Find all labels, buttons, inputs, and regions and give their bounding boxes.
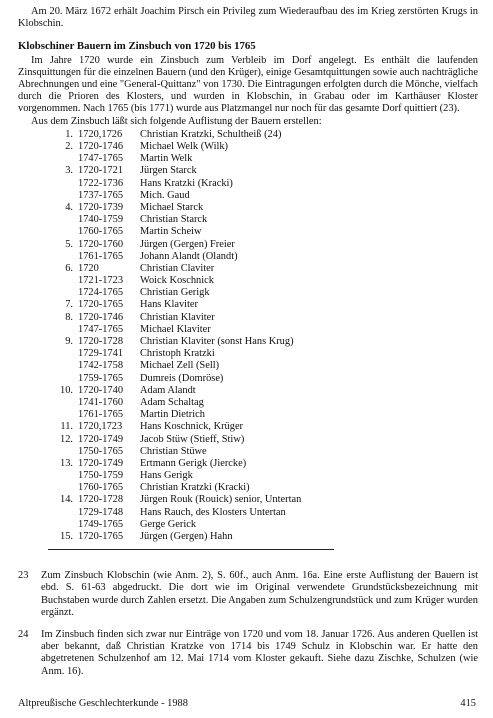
- farmer-years: 1760-1765: [78, 482, 124, 494]
- farmer-row: [54, 226, 478, 238]
- farmer-row: [54, 348, 478, 360]
- farmer-name: Ertmann Gerigk (Jiercke): [140, 457, 247, 469]
- farmer-name: Martin Dietrich: [140, 409, 205, 421]
- farmer-number: 1.: [65, 128, 73, 140]
- farmer-years: 1720-1728: [78, 336, 124, 348]
- farmer-row: [54, 178, 478, 190]
- farmer-row: [54, 373, 478, 385]
- farmer-years: 1747-1765: [78, 323, 124, 335]
- farmer-number: [54, 214, 78, 226]
- farmer-number: [54, 360, 78, 372]
- farmer-years: 1722-1736: [78, 177, 124, 189]
- farmer-row: [54, 519, 478, 531]
- farmer-number: 15.: [60, 531, 73, 543]
- farmer-years: 1720-1749: [78, 457, 124, 469]
- farmer-years: 1720-1765: [78, 531, 124, 543]
- farmer-name: Dumreis (Domröse): [140, 372, 224, 384]
- farmer-name: Jürgen (Gergen) Freier: [140, 238, 235, 250]
- farmer-name: Hans Rauch, des Klosters Untertan: [140, 506, 286, 518]
- footnote-number: 23: [18, 570, 29, 582]
- farmer-name: Hans Koschnick, Krüger: [140, 421, 244, 433]
- farmer-name: Christian Klaviter: [140, 311, 215, 323]
- farmer-number: [54, 178, 78, 190]
- farmer-years: 1720,1723: [78, 421, 123, 433]
- farmer-name: Mich. Gaud: [140, 189, 190, 201]
- farmer-row: [54, 482, 478, 494]
- farmer-number: 7.: [65, 299, 73, 311]
- body-paragraph: Im Jahre 1720 wurde ein Zinsbuch zum Verbleib im Dorf angelegt. Es enthält die laufenden Zinsquittungen für die einzelnen Bauern (und den Krüger), einige Gesamtquittungen sowie auch nachträgliche Abrechnungen und eine "General-Quittanz" von 1730. Die Eintragungen erfolgten durch die Mönche, vielfach durch die Prioren des Klosters, und wurden in Klobschin, in Grabau oder im Karthäuser Kloster vorgenommen. Nach 1765 (bis 1771) wurde aus Platzmangel nur noch für das gesamte Dorf quittiert (23).: [18, 54, 478, 115]
- farmer-name: Adam Schaltag: [140, 396, 204, 408]
- farmer-name: Martin Welk: [140, 153, 193, 165]
- footnote-number: 24: [18, 629, 29, 641]
- farmer-row: [54, 214, 478, 226]
- farmer-years: 1720-1765: [78, 299, 124, 311]
- farmer-years: 1720-1739: [78, 201, 124, 213]
- farmer-number: [54, 190, 78, 202]
- farmer-row: [54, 494, 478, 506]
- farmer-name: Jürgen Starck: [140, 165, 197, 177]
- farmer-row: [54, 409, 478, 421]
- footnotes: [18, 570, 478, 678]
- farmer-row: [54, 153, 478, 165]
- farmer-years: 1720-1760: [78, 238, 124, 250]
- farmer-years: 1759-1765: [78, 372, 124, 384]
- farmer-list: [54, 129, 478, 543]
- farmer-number: [54, 287, 78, 299]
- farmer-years: 1720-1728: [78, 494, 124, 506]
- farmer-name: Christian Stüwe: [140, 445, 207, 457]
- farmer-number: [54, 251, 78, 263]
- farmer-years: 1720: [78, 262, 99, 274]
- farmer-number: 12.: [60, 433, 73, 445]
- farmer-years: 1720-1746: [78, 311, 124, 323]
- farmer-number: [54, 275, 78, 287]
- farmer-row: [54, 324, 478, 336]
- farmer-number: 9.: [65, 336, 73, 348]
- farmer-name: Martin Scheiw: [140, 226, 202, 238]
- intro-paragraph: Am 20. März 1672 erhält Joachim Pirsch ein Privileg zum Wiederaufbau des im Krieg zerstörten Krugs in Klobschin.: [18, 6, 478, 30]
- farmer-number: 14.: [60, 494, 73, 506]
- farmer-years: 1760-1765: [78, 226, 124, 238]
- farmer-name: Jürgen Rouk (Rouick) senior, Untertan: [140, 494, 302, 506]
- farmer-years: 1729-1748: [78, 506, 124, 518]
- farmer-row: [54, 129, 478, 141]
- farmer-number: [54, 482, 78, 494]
- farmer-name: Gerge Gerick: [140, 518, 197, 530]
- footnote-divider: [48, 549, 334, 550]
- farmer-name: Adam Alandt: [140, 384, 196, 396]
- farmer-number: 6.: [65, 262, 73, 274]
- farmer-number: [54, 507, 78, 519]
- footnote-text: Zum Zinsbuch Klobschin (wie Anm. 2), S. 60f., auch Anm. 16a. Eine erste Auflistung der Bauern ist ebd. S. 61-63 abgedruckt. Die dort wie im Original verwendete Grundstücksbezeichnung mit Buchstaben wurde durch Zahlen ersetzt. Die Angaben zum Schulzengrundstück und zum Krüger wurden ergänzt.: [41, 570, 478, 618]
- farmer-number: [54, 153, 78, 165]
- farmer-row: [54, 299, 478, 311]
- farmer-row: [54, 507, 478, 519]
- farmer-years: 1750-1759: [78, 470, 124, 482]
- farmer-years: 1761-1765: [78, 409, 124, 421]
- farmer-row: [54, 251, 478, 263]
- farmer-name: Woick Koschnick: [140, 275, 214, 287]
- farmer-row: [54, 190, 478, 202]
- footnote: [18, 629, 478, 678]
- farmer-years: 1721-1723: [78, 275, 124, 287]
- farmer-name: Christoph Kratzki: [140, 348, 215, 360]
- farmer-row: [54, 385, 478, 397]
- farmer-name: Hans Gerigk: [140, 470, 193, 482]
- farmer-name: Christian Starck: [140, 214, 208, 226]
- list-intro: Aus dem Zinsbuch läßt sich folgende Auflistung der Bauern erstellen:: [31, 115, 322, 127]
- farmer-number: 11.: [60, 421, 73, 433]
- document-page: [18, 6, 478, 688]
- farmer-row: [54, 434, 478, 446]
- farmer-name: Michael Klaviter: [140, 323, 211, 335]
- farmer-name: Michael Welk (Wilk): [140, 141, 228, 153]
- farmer-years: 1742-1758: [78, 360, 124, 372]
- farmer-years: 1720-1749: [78, 433, 124, 445]
- farmer-years: 1737-1765: [78, 189, 124, 201]
- farmer-years: 1750-1765: [78, 445, 124, 457]
- farmer-number: [54, 409, 78, 421]
- footnote-text: Im Zinsbuch finden sich zwar nur Einträge von 1720 und vom 18. Januar 1726. Aus anderen Quellen ist aber bekannt, daß Christian Kratzke von 1714 bis 1749 Schulz in Klobschin war. Er hatte den abgetretenen Schulzenhof am 12. Mai 1714 vom Kloster gekauft. Siehe dazu Zischke, Schulzen (wie Anm. 16).: [41, 629, 478, 677]
- farmer-name: Christian Kratzki, Schultheiß (24): [140, 128, 282, 140]
- farmer-row: [54, 275, 478, 287]
- farmer-number: [54, 470, 78, 482]
- farmer-row: [54, 141, 478, 153]
- farmer-name: Christian Gerigk: [140, 287, 210, 299]
- farmer-years: 1729-1741: [78, 348, 124, 360]
- farmer-number: 5.: [65, 238, 73, 250]
- farmer-row: [54, 239, 478, 251]
- farmer-years: 1720-1721: [78, 165, 124, 177]
- farmer-years: 1720,1726: [78, 128, 123, 140]
- farmer-years: 1720-1740: [78, 384, 124, 396]
- farmer-number: 3.: [65, 165, 73, 177]
- farmer-number: 2.: [65, 141, 73, 153]
- farmer-name: Christian Claviter: [140, 262, 215, 274]
- farmer-row: [54, 202, 478, 214]
- farmer-number: [54, 446, 78, 458]
- farmer-row: [54, 397, 478, 409]
- footer-journal-title: Altpreußische Geschlechterkunde - 1988: [18, 698, 188, 709]
- farmer-number: [54, 324, 78, 336]
- farmer-number: [54, 373, 78, 385]
- farmer-name: Jacob Stüw (Stieff, Stiw): [140, 433, 245, 445]
- farmer-number: 4.: [65, 201, 73, 213]
- farmer-number: 13.: [60, 457, 73, 469]
- farmer-row: [54, 531, 478, 543]
- farmer-row: [54, 336, 478, 348]
- page-number: 415: [460, 698, 476, 709]
- farmer-row: [54, 421, 478, 433]
- farmer-row: [54, 165, 478, 177]
- farmer-years: 1741-1760: [78, 396, 124, 408]
- farmer-number: [54, 226, 78, 238]
- farmer-number: [54, 519, 78, 531]
- farmer-name: Michael Zell (Sell): [140, 360, 220, 372]
- farmer-years: 1747-1765: [78, 153, 124, 165]
- farmer-name: Hans Klaviter: [140, 299, 198, 311]
- footnote: [18, 570, 478, 619]
- farmer-years: 1740-1759: [78, 214, 124, 226]
- farmer-row: [54, 287, 478, 299]
- farmer-row: [54, 446, 478, 458]
- farmer-row: [54, 458, 478, 470]
- farmer-number: 8.: [65, 311, 73, 323]
- farmer-row: [54, 360, 478, 372]
- farmer-years: 1720-1746: [78, 141, 124, 153]
- farmer-name: Michael Starck: [140, 201, 204, 213]
- farmer-name: Jürgen (Gergen) Hahn: [140, 531, 233, 543]
- farmer-row: [54, 470, 478, 482]
- farmer-name: Hans Kratzki (Kracki): [140, 177, 233, 189]
- farmer-name: Christian Klaviter (sonst Hans Krug): [140, 336, 294, 348]
- farmer-name: Johann Alandt (Olandt): [140, 250, 238, 262]
- farmer-number: 10.: [60, 384, 73, 396]
- farmer-row: [54, 312, 478, 324]
- page-footer: [18, 698, 476, 710]
- farmer-years: 1749-1765: [78, 518, 124, 530]
- farmer-years: 1761-1765: [78, 250, 124, 262]
- farmer-name: Christian Kratzki (Kracki): [140, 482, 250, 494]
- farmer-number: [54, 397, 78, 409]
- farmer-number: [54, 348, 78, 360]
- farmer-row: [54, 263, 478, 275]
- section-heading: Klobschiner Bauern im Zinsbuch von 1720 bis 1765: [18, 40, 256, 53]
- farmer-years: 1724-1765: [78, 287, 124, 299]
